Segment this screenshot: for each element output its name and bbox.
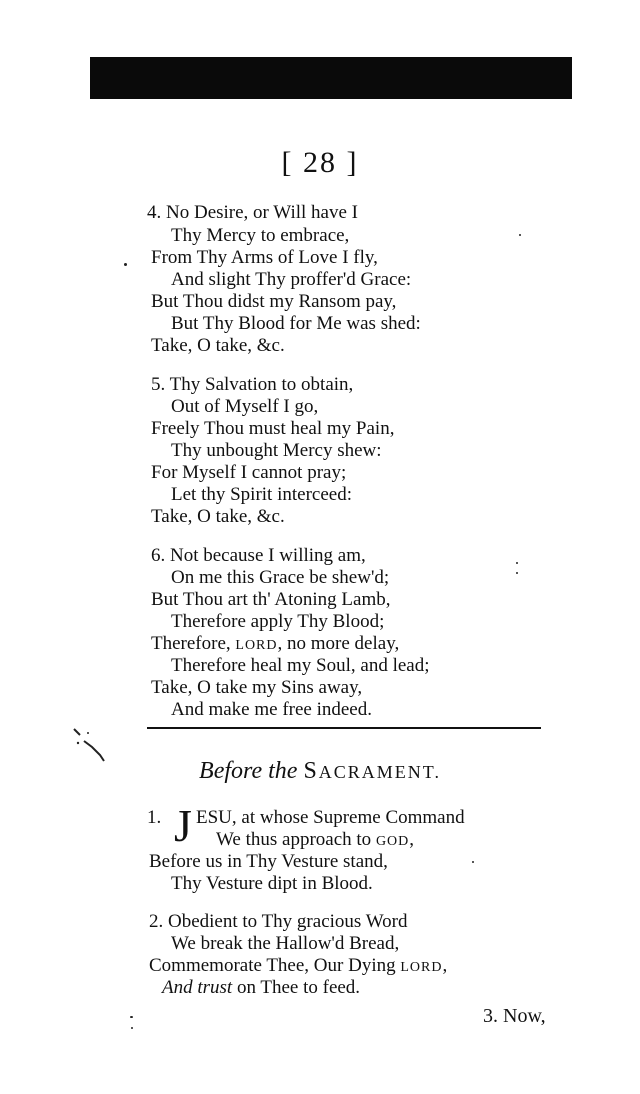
ink-speck <box>472 861 474 863</box>
catchword: 3. Now, <box>483 1005 546 1027</box>
section-title-small-caps: ACRAMENT. <box>318 762 441 782</box>
lord-small-caps: LORD <box>235 638 278 653</box>
sacrament-stanza-2-line-4-italic: And trust <box>162 977 233 998</box>
sacrament-stanza-1-line-4: Thy Vesture dipt in Blood. <box>171 873 373 894</box>
stanza-6-line-2: On me this Grace be shew'd; <box>171 567 390 588</box>
ink-speck <box>519 234 521 236</box>
ink-speck <box>516 562 518 564</box>
stanza-5-line-2: Out of Myself I go, <box>171 396 319 417</box>
sacrament-stanza-1-number: 1. <box>147 807 162 828</box>
sacrament-stanza-2-line-1: 2. Obedient to Thy gracious Word <box>149 911 408 932</box>
stanza-6-line-5-end: , no more delay, <box>277 633 400 654</box>
sacrament-stanza-2-line-3-text: Commemorate Thee, Our Dying <box>149 955 401 976</box>
stanza-6-line-3: But Thou art th' Atoning Lamb, <box>151 589 391 610</box>
page-number: [ 28 ] <box>281 146 359 179</box>
sacrament-stanza-1-line-3: Before us in Thy Vesture stand, <box>149 851 388 872</box>
ink-smudge-icon <box>70 725 110 765</box>
stanza-4-line-3: From Thy Arms of Love I fly, <box>151 247 378 268</box>
ink-speck <box>516 572 518 574</box>
stanza-5-line-7: Take, O take, &c. <box>151 506 285 527</box>
stanza-4-line-2: Thy Mercy to embrace, <box>171 225 350 246</box>
stanza-5-line-3: Freely Thou must heal my Pain, <box>151 418 395 439</box>
ink-speck <box>131 1027 133 1029</box>
sacrament-stanza-2-line-2: We break the Hallow'd Bread, <box>171 933 400 954</box>
stanza-6-line-5-text: Therefore, <box>151 633 236 654</box>
stanza-4-line-4: And slight Thy proffer'd Grace: <box>171 269 412 290</box>
god-small-caps: GOD <box>375 834 410 849</box>
sacrament-stanza-1-line-2 <box>216 829 414 853</box>
ink-speck <box>124 263 127 266</box>
stanza-6-line-8: And make me free indeed. <box>171 699 372 720</box>
stanza-6-line-7: Take, O take my Sins away, <box>151 677 363 698</box>
sacrament-stanza-2-line-3 <box>149 955 447 979</box>
sacrament-stanza-2-line-3-end: , <box>442 955 448 976</box>
stanza-6-line-4: Therefore apply Thy Blood; <box>171 611 385 632</box>
stanza-5-line-1: 5. Thy Salvation to obtain, <box>151 374 354 395</box>
header-ink-bar <box>90 57 572 99</box>
stanza-4-line-1: 4. No Desire, or Will have I <box>147 202 358 223</box>
section-title-italic: Before the <box>199 758 298 784</box>
stanza-6-line-6: Therefore heal my Soul, and lead; <box>171 655 430 676</box>
stanza-6-line-5 <box>151 633 399 657</box>
stanza-5-line-5: For Myself I cannot pray; <box>151 462 347 483</box>
section-divider <box>147 727 541 729</box>
stanza-5-line-6: Let thy Spirit interceed: <box>171 484 352 505</box>
stanza-6-line-1: 6. Not because I willing am, <box>151 545 366 566</box>
ink-speck <box>130 1016 133 1018</box>
sacrament-stanza-1-line-2-end: , <box>409 829 415 850</box>
sacrament-stanza-2-line-4 <box>162 977 360 999</box>
lord-small-caps-2: LORD <box>400 960 443 975</box>
section-title-capital: S <box>303 758 319 784</box>
stanza-4-line-6: But Thy Blood for Me was shed: <box>171 313 421 334</box>
stanza-4-line-7: Take, O take, &c. <box>151 335 285 356</box>
drop-cap: J <box>174 800 192 851</box>
stanza-4-line-5: But Thou didst my Ransom pay, <box>151 291 397 312</box>
sacrament-stanza-2-line-4-text: on Thee to feed. <box>232 977 361 998</box>
sacrament-stanza-1-line-1: ESU, at whose Supreme Command <box>196 807 465 828</box>
stanza-5-line-4: Thy unbought Mercy shew: <box>171 440 382 461</box>
sacrament-stanza-1-line-2-text: We thus approach to <box>216 829 376 850</box>
